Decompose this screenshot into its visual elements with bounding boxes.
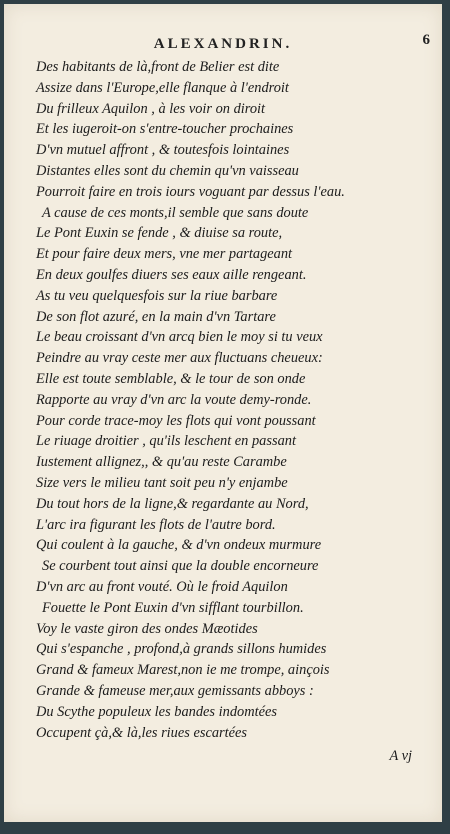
verse-line: D'vn mutuel affront , & toutesfois lointaines [36, 142, 290, 159]
verse-line: Le riuage droitier , qu'ils leschent en passant [36, 433, 296, 450]
page-number: 6 [422, 32, 430, 48]
verse-line: Pour corde trace-moy les flots qui vont poussant [36, 412, 316, 429]
verse-line: Et pour faire deux mers, vne mer partageant [36, 246, 293, 263]
verse-line: Distantes elles sont du chemin qu'vn vaisseau [36, 162, 299, 179]
verse-line: D'vn arc au front vouté. Où le froid Aquilon [36, 578, 288, 595]
verse-line: En deux goulfes diuers ses eaux aille rengeant. [36, 266, 307, 283]
verse-line: Qui coulent à la gauche, & d'vn ondeux murmure [36, 537, 322, 554]
verse-line: Assize dans l'Europe,elle flanque à l'endroit [36, 79, 289, 96]
verse-line: As tu veu quelquesfois sur la riue barbare [36, 287, 278, 304]
verse-line: Du tout hors de la ligne,& regardante au Nord, [36, 495, 309, 512]
verse-line: Size vers le milieu tant soit peu n'y enjambe [36, 474, 288, 491]
verse-line: Le beau croissant d'vn arcq bien le moy si tu veux [36, 329, 323, 346]
verse-line: Le Pont Euxin se fende , & diuise sa route, [36, 225, 283, 242]
signature-mark: A vj [389, 748, 412, 764]
verse-line: Qui s'espanche , profond,à grands sillons humides [36, 641, 327, 658]
verse-line: Iustement allignez,, & qu'au reste Carambe [36, 454, 287, 471]
verse-line: Se courbent tout ainsi que la double encorneure [42, 558, 319, 575]
verse-line: Du Scythe populeux les bandes indomtées [36, 703, 277, 720]
verse-line: Voy le vaste giron des ondes Mæotides [36, 620, 258, 637]
verse-line: De son flot azuré, en la main d'vn Tartare [36, 308, 276, 325]
verse-line: Grande & fameuse mer,aux gemissants abboys : [36, 682, 314, 699]
running-head: ALEXANDRIN. [153, 36, 293, 52]
verse-line: Et les iugeroit-on s'entre-toucher prochaines [36, 121, 294, 138]
verse-line: Rapporte au vray d'vn arc la voute demy-ronde. [36, 391, 312, 408]
verse-line: Peindre au vray ceste mer aux fluctuans cheueux: [36, 350, 323, 367]
verse-line: Grand & fameux Marest,non ie me trompe, ainçois [36, 662, 330, 679]
verse-line: Elle est toute semblable, & le tour de son onde [36, 370, 306, 387]
verse-line: L'arc ira figurant les flots de l'autre bord. [36, 516, 276, 533]
verse-block [36, 57, 436, 743]
verse-line: Occupent çà,& là,les riues escartées [36, 724, 248, 741]
verse-line: Pourroit faire en trois iours voguant par dessus l'eau. [36, 183, 345, 200]
verse-line: A cause de ces monts,il semble que sans doute [42, 204, 309, 221]
verse-line: Fouette le Pont Euxin d'vn sifflant tourbillon. [42, 599, 304, 616]
book-page [4, 4, 442, 822]
verse-line: Des habitants de là,front de Belier est dite [36, 59, 280, 75]
verse-line: Du frilleux Aquilon , à les voir on diroit [36, 100, 266, 117]
